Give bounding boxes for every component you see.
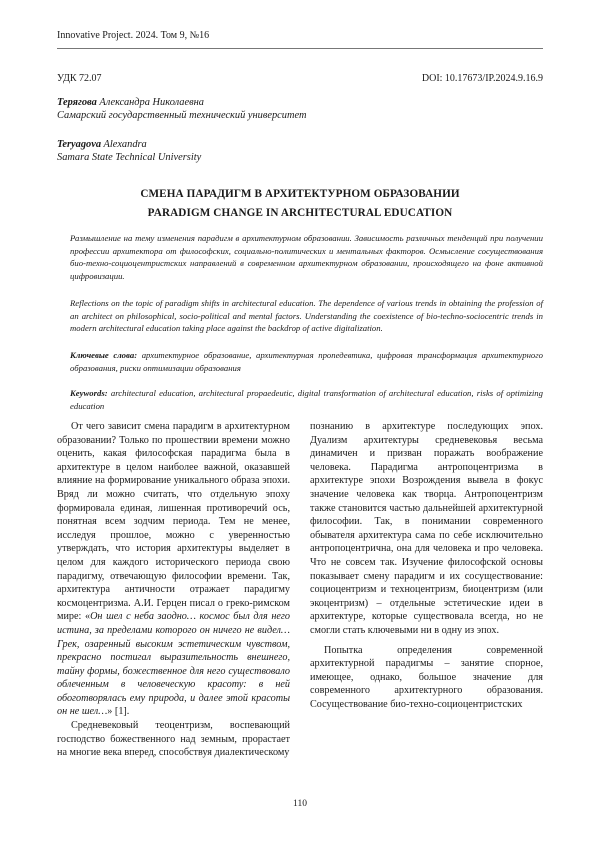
keywords-ru-label: Ключевые слова: bbox=[70, 350, 138, 360]
body-p1-text-a: От чего зависит смена парадигм в архитектурном образовании? Только по прошествии времени можно оценить, какая философская парадигма была в архитектуре в целом наиболее важной, оказавшей влияние на формирование уникального образа эпохи. Вряд ли можно считать, что отдельную эпоху формировала единая, лишенная противоречий ось, понятная всем зодчим периода. Тем не менее, исследуя прошлое, можно с уверенностью утверждать, что история архитектуры выделяет в целом для каждого исторического периода свою парадигму, отвечающую философии времени. Так, архитектура античности отражает парадигму космоцентризма. А.И. Герцен писал о греко-римском мире: « bbox=[57, 421, 290, 623]
body-paragraph-1 bbox=[57, 420, 290, 719]
body-paragraph-3: Попытка определения современной архитектурной парадигмы – занятие спорное, имеющее, однако, большое значение для современного архитектурного образования. Сосуществование био-техно-социоцентристских bbox=[310, 644, 543, 710]
keywords-en-label: Keywords: bbox=[70, 388, 108, 398]
abstract-en: Reflections on the topic of paradigm shifts in architectural education. The dependence of various trends in obtaining the profession of an architect on philosophical, socio-political and mental factors. Understanding the coexistence of bio-techno-sociocentric trends in modern architectural education taking place against the backdrop of active digitalization. bbox=[70, 298, 543, 333]
keywords-ru bbox=[70, 349, 543, 374]
abstract-ru: Размышление на тему изменения парадигм в архитектурном образовании. Зависимость различных тенденций при получении профессии архитектора от философских, социально-политических и ментальных факторов. Осмысление сосуществования био-техно-социоцентристских направлений в современном архитектурном образовании, происходящего на фоне активной цифровизации. bbox=[70, 233, 543, 281]
header-divider bbox=[57, 48, 543, 49]
body-column-right bbox=[310, 420, 543, 711]
author-en bbox=[57, 138, 201, 164]
body-paragraph-2: Средневековый теоцентризм, воспевающий господство божественного над земным, прорастает на многие века вперед, способствуя диалектическому bbox=[57, 720, 290, 759]
body-column-left bbox=[57, 420, 290, 760]
author-ru-affiliation: Самарский государственный технический университет bbox=[57, 110, 307, 121]
author-ru-given-names: Александра Николаевна bbox=[96, 97, 204, 108]
keywords-en bbox=[70, 387, 543, 412]
keywords-en-text: architectural education, architectural propaedeutic, digital transformation of architectural education, risks of optimizing education bbox=[70, 388, 543, 411]
title-ru: СМЕНА ПАРАДИГМ В АРХИТЕКТУРНОМ ОБРАЗОВАНИИ bbox=[140, 188, 460, 200]
author-en-given-names: Alexandra bbox=[101, 139, 147, 150]
body-p1-text-b: » [1]. bbox=[107, 706, 130, 718]
journal-header: Innovative Project. 2024. Том 9, №16 bbox=[57, 30, 210, 41]
keywords-ru-text: архитектурное образование, архитектурная пропедевтика, цифровая трансформация архитектурного образования, риски оптимизации образования bbox=[70, 350, 543, 373]
author-en-affiliation: Samara State Technical University bbox=[57, 152, 202, 163]
page-number: 110 bbox=[293, 799, 307, 809]
body-paragraph-2-continued: познанию в архитектуре последующих эпох. Дуализм архитектуры средневековья весьма динамичен и призван поражать воображение человека. Парадигма антропоцентризма в архитектуре эпохи Возрождения вывела в фокус значение человека как творца. Антропоцентризм также становится частью дальнейшей архитектурной философии. Так, в понимании современного обывателя архитектура сама по себе исключительно антропоцентрична, она для человека и про человека. Что не совсем так. Изучение философской основы показывает смену парадигм и их сосуществование: социоцентризм и техноцентризм, биоцентризм (или экоцентризм) – отдельные эстетические идеи в архитектуре, которые существовала всегда, но не смогли стать ключевыми ни в одну из эпох. bbox=[310, 421, 543, 636]
title-en: PARADIGM CHANGE IN ARCHITECTURAL EDUCATION bbox=[147, 207, 453, 219]
author-en-surname: Teryagova bbox=[57, 139, 102, 150]
author-ru-surname: Терягова bbox=[57, 97, 97, 108]
doi[interactable]: DOI: 10.17673/IP.2024.9.16.9 bbox=[421, 73, 543, 84]
author-ru bbox=[57, 96, 306, 122]
herzen-quote: Он шел с неба заодно… космос был для него истина, за пределами которого он ничего не видел… Грек, озаренный высоким эстетическим чувством, прекрасно постигал выразительность внешнего, тайну формы, божественное для него существовало облеченным в человеческую красоту: в ней обоготворялась ему природа, и далее этой красоты он не шел… bbox=[57, 611, 290, 718]
udc-code: УДК 72.07 bbox=[57, 73, 102, 84]
